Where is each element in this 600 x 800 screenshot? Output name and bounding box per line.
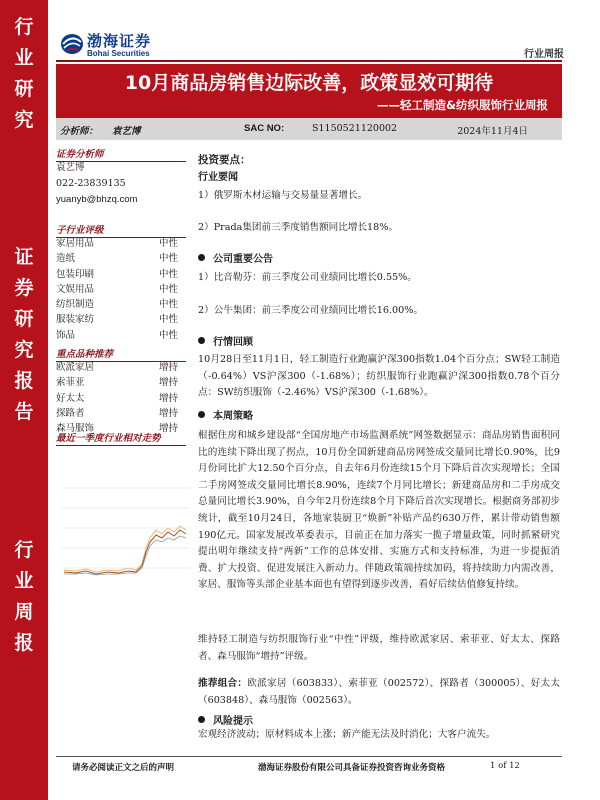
chart-gridlines xyxy=(62,488,190,568)
recommended-portfolio-label: 推荐组合： xyxy=(198,678,248,689)
stock-row-rating: 增持 xyxy=(158,377,178,389)
report-title: 10月商品房销售边际改善，政策显效可期待 xyxy=(124,72,494,94)
rating-row xyxy=(56,282,186,297)
bullet-icon xyxy=(198,337,205,344)
side-char: 报 xyxy=(14,632,34,654)
company-item-1: 1）比音勒芬：前三季度公司业绩同比增长0.55%。 xyxy=(198,272,417,283)
analyst-phone: 022-23839135 xyxy=(56,178,126,189)
side-char: 业 xyxy=(14,47,34,69)
weekly-strategy-label: 本周策略 xyxy=(213,411,253,422)
report-date: 2024年11月4日 xyxy=(457,126,528,137)
bullet-icon xyxy=(198,411,205,418)
market-review-text: 10月28日至11月1日，轻工制造行业跑赢沪深300指数1.04个百分点；SW轻工制造（-0.64%）VS沪深300（-1.68%）；纺织服饰行业跑赢沪深300指数0.78个百分点：SW纺织服饰（-2.46%）VS沪深300（-1.68%）。 xyxy=(198,354,560,399)
stock-row[interactable] xyxy=(56,360,186,375)
side-char: 行 xyxy=(14,539,34,561)
stock-row-name: 探路者 xyxy=(56,407,85,419)
stock-row-name: 欧派家居 xyxy=(56,362,95,373)
side-char: 研 xyxy=(14,78,34,100)
footer-company: 渤海证券股份有限公司具备证券投资咨询业务资格 xyxy=(258,763,446,773)
rating-row-rating: 中性 xyxy=(158,253,178,265)
news-item-1: 1）俄罗斯木材运输与交易量显著增长。 xyxy=(198,190,368,201)
side-char: 究 xyxy=(14,109,34,131)
title-bar xyxy=(56,64,562,118)
rating-row xyxy=(56,312,186,327)
side-band xyxy=(0,0,48,800)
sub-industry-rating-table xyxy=(56,236,186,343)
bohai-logo xyxy=(60,28,170,62)
side-char: 业 xyxy=(14,570,34,592)
investment-points-heading: 投资要点： xyxy=(198,154,251,166)
stock-row-rating: 增持 xyxy=(158,362,178,373)
recommended-portfolio xyxy=(198,676,560,709)
rating-row-rating: 中性 xyxy=(158,283,178,295)
bullet-icon xyxy=(198,254,205,261)
rating-row xyxy=(56,251,186,266)
sac-number: S1150521120002 xyxy=(312,123,398,134)
recommended-portfolio-text: 欧派家居（603833）、索菲亚（002572）、探路者（300005）、好太太（603848）、森马服饰（002563）。 xyxy=(198,678,561,706)
industry-news-heading: 行业要闻 xyxy=(198,172,238,183)
logo-mark-icon xyxy=(60,30,84,56)
side-char: 报 xyxy=(14,370,34,392)
risk-warning-heading xyxy=(198,712,253,727)
page-number: 1 of 12 xyxy=(490,761,520,771)
weekly-strategy-rating-text: 维持轻工制造与纺织服饰行业“中性”评级，维持欧派家居、索菲亚、好太太、探路者、森马服饰“增持”评级。 xyxy=(198,634,560,662)
rating-row-rating: 中性 xyxy=(158,329,178,341)
stock-row[interactable] xyxy=(56,391,186,406)
stock-row-rating: 增持 xyxy=(158,423,178,435)
analyst-section-header: 证券分析师 xyxy=(56,146,186,162)
report-type-label: 行业周报 xyxy=(524,49,564,60)
analyst-label: 分析师： xyxy=(60,126,99,137)
stock-row-rating: 增持 xyxy=(158,407,178,419)
risk-warning-text: 宏观经济波动；原材料成本上涨；新产能无法及时消化；大客户流失。 xyxy=(198,729,496,740)
report-subtitle: ——轻工制造&纺织服饰行业周报 xyxy=(376,98,548,112)
stock-row-name: 索菲亚 xyxy=(56,377,85,389)
news-item-2: 2）Prada集团前三季度销售额同比增长18%。 xyxy=(198,222,398,233)
rating-row-name: 文娱用品 xyxy=(56,283,95,295)
company-item-2: 2）公牛集团：前三季度公司业绩同比增长16.00%。 xyxy=(198,305,423,316)
side-char: 周 xyxy=(14,601,34,623)
key-stock-header: 重点品种推荐 xyxy=(56,346,186,362)
footer-disclaimer: 请务必阅读正文之后的声明 xyxy=(72,763,175,773)
side-char: 券 xyxy=(14,277,34,299)
relative-trend-header: 最近一季度行业相对走势 xyxy=(56,430,186,446)
footer-rule xyxy=(56,756,562,757)
side-char: 研 xyxy=(14,308,34,330)
rating-row-name: 造纸 xyxy=(56,253,76,265)
stock-row-name: 好太太 xyxy=(56,392,85,404)
side-label-securities-report xyxy=(0,242,48,428)
side-label-industry-research xyxy=(0,12,48,136)
rating-row-rating: 中性 xyxy=(158,268,178,280)
weekly-strategy-text: 根据住房和城乡建设部“全国房地产市场监测系统”网签数据显示：商品房销售面积同比的连续下降出现了拐点，10月份全国新建商品房网签成交量同比增长0.90%，比9月份同比扩大12.50个百分点，自去年6月份连续15个月下降后首次实现增长；全国二手房网签成交量同比增长8.90%，连续7个月同比增长；新建商品房和二手房成交总量同比增长3.90%，自今年2月份连续8个月下降后首次实现增长。根据商务部初步统计，截至10月24日，各地家装厨卫“焕新”补贴产品约630万件，累计带动销售额190亿元。国家发展改革委表示，目前正在加力落实一揽子增量政策，同时抓紧研究提出明年继续支持“两新”工作的总体安排、实施方式和支持标准，为进一步提振消费、扩大投资、促进发展注入新动力。伴随政策端持续加码，将持续助力内需改善，家居、服饰等头部企业基本面也有望得到逐步改善，看好后续估值修复持续。 xyxy=(198,430,560,591)
rating-row xyxy=(56,328,186,343)
analyst-name: 袁艺博 xyxy=(112,126,141,137)
stock-row-rating: 增持 xyxy=(158,392,178,404)
side-char: 告 xyxy=(14,401,34,423)
sub-industry-rating-header: 子行业评级 xyxy=(56,222,186,238)
rating-row-name: 饰品 xyxy=(56,329,76,341)
rating-row xyxy=(56,236,186,251)
rating-row-rating: 中性 xyxy=(158,238,178,249)
rating-row-rating: 中性 xyxy=(158,299,178,311)
stock-row[interactable] xyxy=(56,375,186,390)
rating-row xyxy=(56,267,186,282)
bullet-icon xyxy=(198,716,205,723)
company-announcement-heading xyxy=(198,250,273,265)
logo-text-cn: 渤海证券 xyxy=(87,32,152,50)
rating-row xyxy=(56,297,186,312)
analyst-email[interactable]: yuanyb@bhzq.com xyxy=(56,194,138,205)
side-label-weekly xyxy=(0,535,48,659)
trend-line-dark xyxy=(64,530,186,574)
side-char: 证 xyxy=(14,246,34,268)
risk-warning-label: 风险提示 xyxy=(213,716,253,727)
rating-row-rating: 中性 xyxy=(158,314,178,326)
side-char: 行 xyxy=(14,16,34,38)
header-rule xyxy=(56,60,562,62)
weekly-strategy-heading xyxy=(198,407,253,422)
analyst-info-bar xyxy=(56,118,562,140)
stock-row-name: 森马服饰 xyxy=(56,423,95,435)
rating-row-name: 纺织制造 xyxy=(56,299,95,311)
side-char: 究 xyxy=(14,339,34,361)
analyst-contact-name: 袁艺博 xyxy=(56,162,85,173)
rating-row-name: 家居用品 xyxy=(56,238,95,249)
market-review-label: 行情回顾 xyxy=(213,337,253,348)
analyst-contact xyxy=(56,160,137,208)
rating-row-name: 服装家纺 xyxy=(56,314,95,326)
sac-label: SAC NO: xyxy=(244,123,285,134)
stock-row[interactable] xyxy=(56,406,186,421)
market-review-heading xyxy=(198,333,253,348)
key-stock-table xyxy=(56,360,186,436)
company-announcement-label: 公司重要公告 xyxy=(213,254,273,265)
relative-trend-chart xyxy=(56,468,194,588)
rating-row-name: 包装印刷 xyxy=(56,268,95,280)
logo-text-en: Bohai Securities xyxy=(87,49,150,58)
